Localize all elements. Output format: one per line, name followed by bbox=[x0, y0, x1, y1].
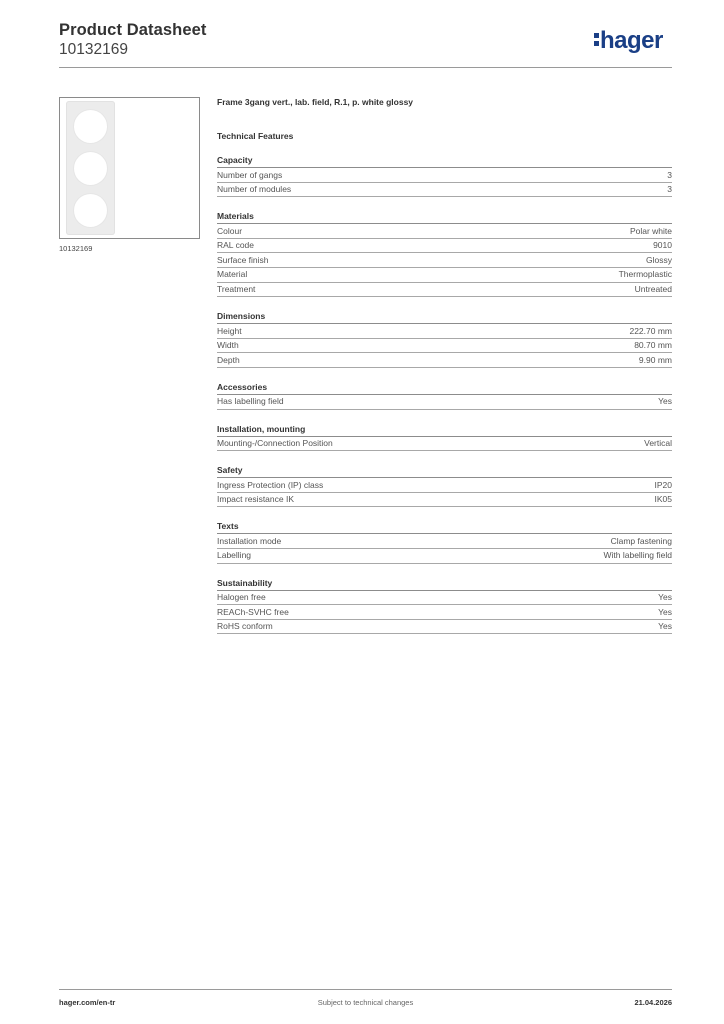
feature-row bbox=[217, 620, 672, 635]
feature-value: Yes bbox=[658, 592, 672, 602]
feature-label: Halogen free bbox=[217, 592, 266, 602]
feature-value: 222.70 mm bbox=[629, 325, 672, 336]
feature-row bbox=[217, 324, 672, 339]
feature-row bbox=[217, 493, 672, 508]
feature-label: Depth bbox=[217, 354, 240, 365]
section-title: Texts bbox=[217, 520, 672, 534]
feature-value: Yes bbox=[658, 396, 672, 407]
feature-value: Glossy bbox=[646, 254, 672, 265]
feature-value: 3 bbox=[667, 169, 672, 180]
frame-opening-icon bbox=[74, 194, 107, 227]
image-caption: 10132169 bbox=[59, 244, 93, 253]
feature-section bbox=[217, 520, 672, 563]
product-number: 10132169 bbox=[59, 41, 128, 58]
header-divider bbox=[59, 67, 672, 68]
feature-value: With labelling field bbox=[603, 550, 672, 561]
feature-row bbox=[217, 605, 672, 620]
feature-value: Thermoplastic bbox=[618, 269, 672, 280]
feature-row bbox=[217, 168, 672, 183]
feature-row bbox=[217, 183, 672, 198]
section-title: Installation, mounting bbox=[217, 423, 672, 437]
footer-divider bbox=[59, 989, 672, 990]
hager-logo bbox=[594, 26, 663, 56]
technical-features-title: Technical Features bbox=[217, 131, 294, 141]
product-description: Frame 3gang vert., lab. field, R.1, p. white glossy bbox=[217, 97, 414, 107]
feature-row bbox=[217, 395, 672, 410]
logo-dots-icon bbox=[594, 32, 599, 47]
section-title: Capacity bbox=[217, 154, 672, 168]
feature-value: 3 bbox=[667, 184, 672, 195]
feature-row bbox=[217, 283, 672, 298]
feature-label: RAL code bbox=[217, 240, 255, 251]
feature-section bbox=[217, 310, 672, 368]
section-title: Safety bbox=[217, 464, 672, 478]
feature-section bbox=[217, 381, 672, 410]
feature-row bbox=[217, 591, 672, 606]
feature-value: IP20 bbox=[654, 479, 672, 490]
feature-label: Colour bbox=[217, 225, 243, 236]
feature-row bbox=[217, 268, 672, 283]
feature-row bbox=[217, 478, 672, 493]
datasheet-content bbox=[217, 96, 672, 634]
footer-date: 21.04.2026 bbox=[634, 998, 672, 1007]
feature-value: Untreated bbox=[634, 284, 672, 295]
feature-label: Impact resistance IK bbox=[217, 494, 295, 505]
page-title: Product Datasheet bbox=[59, 21, 207, 39]
feature-label: Number of modules bbox=[217, 184, 292, 195]
feature-row bbox=[217, 224, 672, 239]
feature-label: Height bbox=[217, 325, 242, 336]
section-title: Dimensions bbox=[217, 310, 672, 324]
footer-website: hager.com/en-tr bbox=[59, 998, 116, 1007]
feature-label: Width bbox=[217, 340, 239, 351]
feature-row bbox=[217, 339, 672, 354]
feature-value: Vertical bbox=[644, 438, 672, 449]
feature-label: Ingress Protection (IP) class bbox=[217, 479, 324, 490]
feature-section bbox=[217, 210, 672, 297]
feature-label: Has labelling field bbox=[217, 396, 284, 407]
feature-label: Material bbox=[217, 269, 248, 280]
feature-label: Treatment bbox=[217, 284, 256, 295]
feature-row bbox=[217, 534, 672, 549]
footer-notice: Subject to technical changes bbox=[317, 998, 414, 1007]
logo-text: hager bbox=[600, 27, 663, 54]
section-title: Materials bbox=[217, 210, 672, 224]
feature-value: IK05 bbox=[654, 494, 672, 505]
feature-row bbox=[217, 253, 672, 268]
feature-section bbox=[217, 464, 672, 507]
feature-row bbox=[217, 437, 672, 452]
feature-value: 80.70 mm bbox=[634, 340, 672, 351]
page-header bbox=[59, 20, 207, 60]
section-title: Sustainability bbox=[217, 577, 672, 591]
feature-value: Yes bbox=[658, 606, 672, 617]
frame-plate-illustration bbox=[66, 101, 115, 235]
feature-row bbox=[217, 239, 672, 254]
page-footer bbox=[59, 998, 672, 1010]
feature-label: RoHS conform bbox=[217, 621, 273, 632]
frame-opening-icon bbox=[74, 152, 107, 185]
feature-row bbox=[217, 549, 672, 564]
feature-row bbox=[217, 353, 672, 368]
feature-value: Clamp fastening bbox=[610, 535, 672, 546]
frame-opening-icon bbox=[74, 110, 107, 143]
feature-sections bbox=[217, 154, 672, 634]
feature-value: 9010 bbox=[653, 240, 672, 251]
feature-label: Number of gangs bbox=[217, 169, 283, 180]
feature-value: Polar white bbox=[629, 225, 672, 236]
feature-section bbox=[217, 577, 672, 635]
feature-label: Surface finish bbox=[217, 254, 269, 265]
product-image bbox=[59, 97, 200, 239]
feature-value: Yes bbox=[658, 621, 672, 632]
feature-section bbox=[217, 154, 672, 197]
section-title: Accessories bbox=[217, 381, 672, 395]
feature-label: Mounting-/Connection Position bbox=[217, 438, 333, 449]
feature-label: REACh-SVHC free bbox=[217, 606, 289, 617]
feature-label: Labelling bbox=[217, 550, 252, 561]
feature-section bbox=[217, 423, 672, 452]
feature-value: 9.90 mm bbox=[638, 354, 672, 365]
feature-label: Installation mode bbox=[217, 535, 282, 546]
